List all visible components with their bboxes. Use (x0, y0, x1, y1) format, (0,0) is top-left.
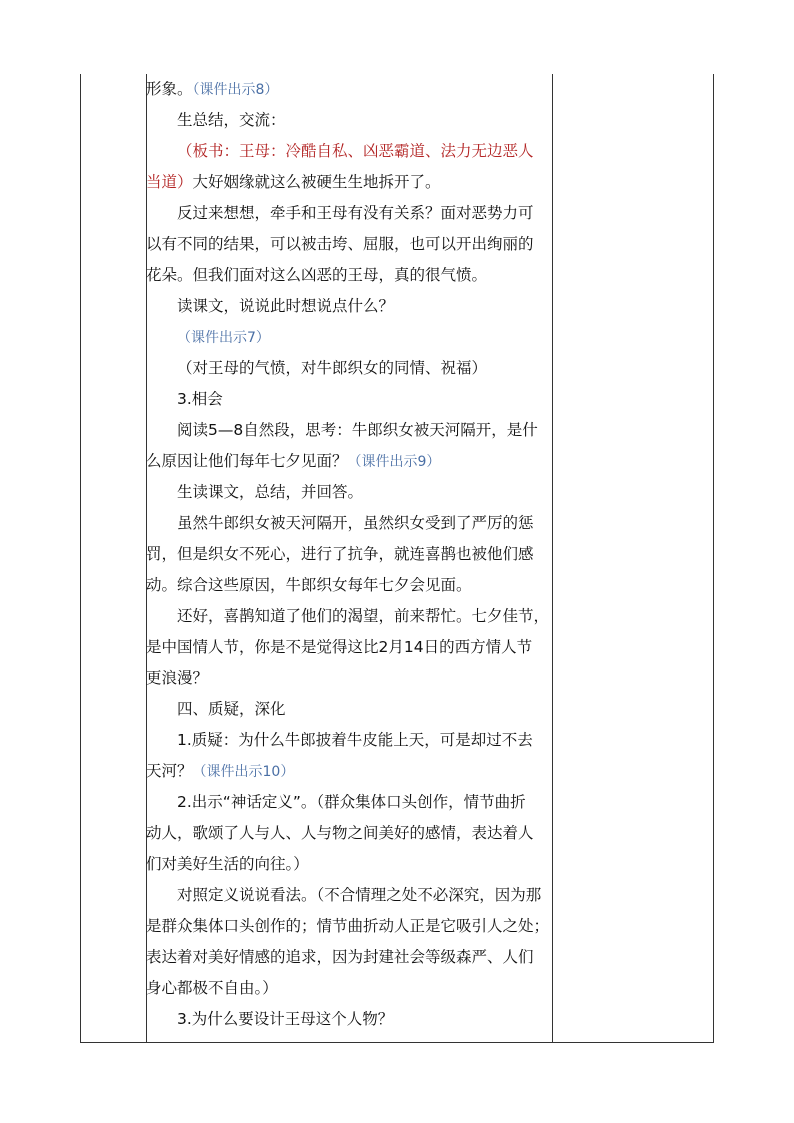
line-text: 更浪漫？ (146, 669, 209, 687)
line-text: 以有不同的结果，可以被击垮、屈服，也可以开出绚丽的 (146, 235, 534, 253)
line-text: 读课文，说说此时想说点什么？ (177, 297, 395, 315)
line-text: 3.相会 (177, 390, 223, 408)
line-text: 2.出示“神话定义”。（群众集体口头创作，情节曲折 (177, 793, 526, 811)
line-14 (146, 477, 583, 508)
line-20 (146, 663, 552, 694)
line-text: 还好，喜鹊知道了他们的渴望，前来帮忙。七夕佳节， (177, 607, 550, 625)
line-text: 虽然牛郎织女被天河隔开，虽然织女受到了严厉的惩 (177, 514, 534, 532)
line-7 (146, 260, 552, 291)
blackboard-note: 当道） (146, 173, 193, 191)
line-29 (146, 942, 552, 973)
line-text: 3.为什么要设计王母这个人物？ (177, 1010, 394, 1028)
line-text: 动人，歌颂了人与人、人与物之间美好的感情，表达着人 (146, 824, 534, 842)
line-13 (146, 446, 552, 478)
line-text: 形象。 (146, 80, 193, 98)
line-text: 生读课文，总结，并回答。 (177, 483, 364, 501)
line-6 (146, 229, 552, 260)
table-border-right (713, 74, 714, 1043)
line-18 (146, 601, 583, 632)
line-25 (146, 818, 552, 849)
line-4 (146, 167, 552, 198)
courseware-ref: （课件出示7） (177, 330, 270, 346)
courseware-ref: （课件出示10） (192, 764, 295, 780)
line-text: 四、质疑，深化 (177, 700, 286, 718)
line-text: 反过来想想，牵手和王母有没有关系？面对恶势力可 (177, 204, 534, 222)
line-26 (146, 849, 552, 880)
line-19 (146, 632, 552, 663)
line-31 (146, 1004, 583, 1035)
blackboard-note: （板书：王母：冷酷自私、凶恶霸道、法力无边恶人 (177, 142, 534, 160)
line-text: 动。综合这些原因，牛郎织女每年七夕会见面。 (146, 576, 472, 594)
line-27 (146, 880, 583, 911)
line-text: 1.质疑：为什么牛郎披着牛皮能上天，可是却过不去 (177, 731, 533, 749)
line-text: 花朵。但我们面对这么凶恶的王母，真的很气愤。 (146, 266, 488, 284)
section-heading-question (146, 694, 583, 725)
line-24 (146, 787, 583, 818)
line-text: 身心都极不自由。） (146, 979, 278, 997)
line-text: 表达着对美好情感的追求，因为封建社会等级森严、人们 (146, 948, 534, 966)
line-text: 天河？ (146, 762, 193, 780)
section-heading-meeting (146, 384, 583, 415)
line-10 (146, 353, 583, 384)
table-border-bottom (80, 1042, 714, 1043)
line-2 (146, 105, 583, 136)
line-8 (146, 291, 583, 322)
line-text: 阅读5—8自然段，思考：牛郎织女被天河隔开，是什 (177, 421, 538, 439)
line-text: 生总结，交流： (177, 111, 286, 129)
line-text: 是中国情人节，你是不是觉得这比2月14日的西方情人节 (146, 638, 533, 656)
line-text: 大好姻缘就这么被硬生生地拆开了。 (192, 173, 441, 191)
line-12 (146, 415, 583, 446)
line-text: 们对美好生活的向往。） (146, 855, 309, 873)
courseware-ref: （课件出示9） (347, 454, 441, 470)
line-28 (146, 911, 552, 942)
line-9 (146, 322, 583, 354)
line-text: （对王母的气愤，对牛郎织女的同情、祝福） (177, 359, 488, 377)
line-text: 是群众集体口头创作的；情节曲折动人正是它吸引人之处； (146, 917, 550, 935)
table-border-left (80, 74, 81, 1043)
line-22 (146, 725, 583, 756)
line-15 (146, 508, 583, 539)
line-text: 对照定义说说看法。（不合情理之处不必深究，因为那 (177, 886, 542, 904)
line-3 (146, 136, 583, 167)
line-text: 罚，但是织女不死心，进行了抗争，就连喜鹊也被他们感 (146, 545, 534, 563)
courseware-ref: （课件出示8） (192, 82, 279, 98)
line-30 (146, 973, 552, 1004)
line-16 (146, 539, 552, 570)
line-17 (146, 570, 552, 601)
line-5 (146, 198, 583, 229)
line-text: 么原因让他们每年七夕见面？ (146, 452, 348, 470)
line-1 (146, 74, 552, 106)
line-23 (146, 756, 552, 788)
